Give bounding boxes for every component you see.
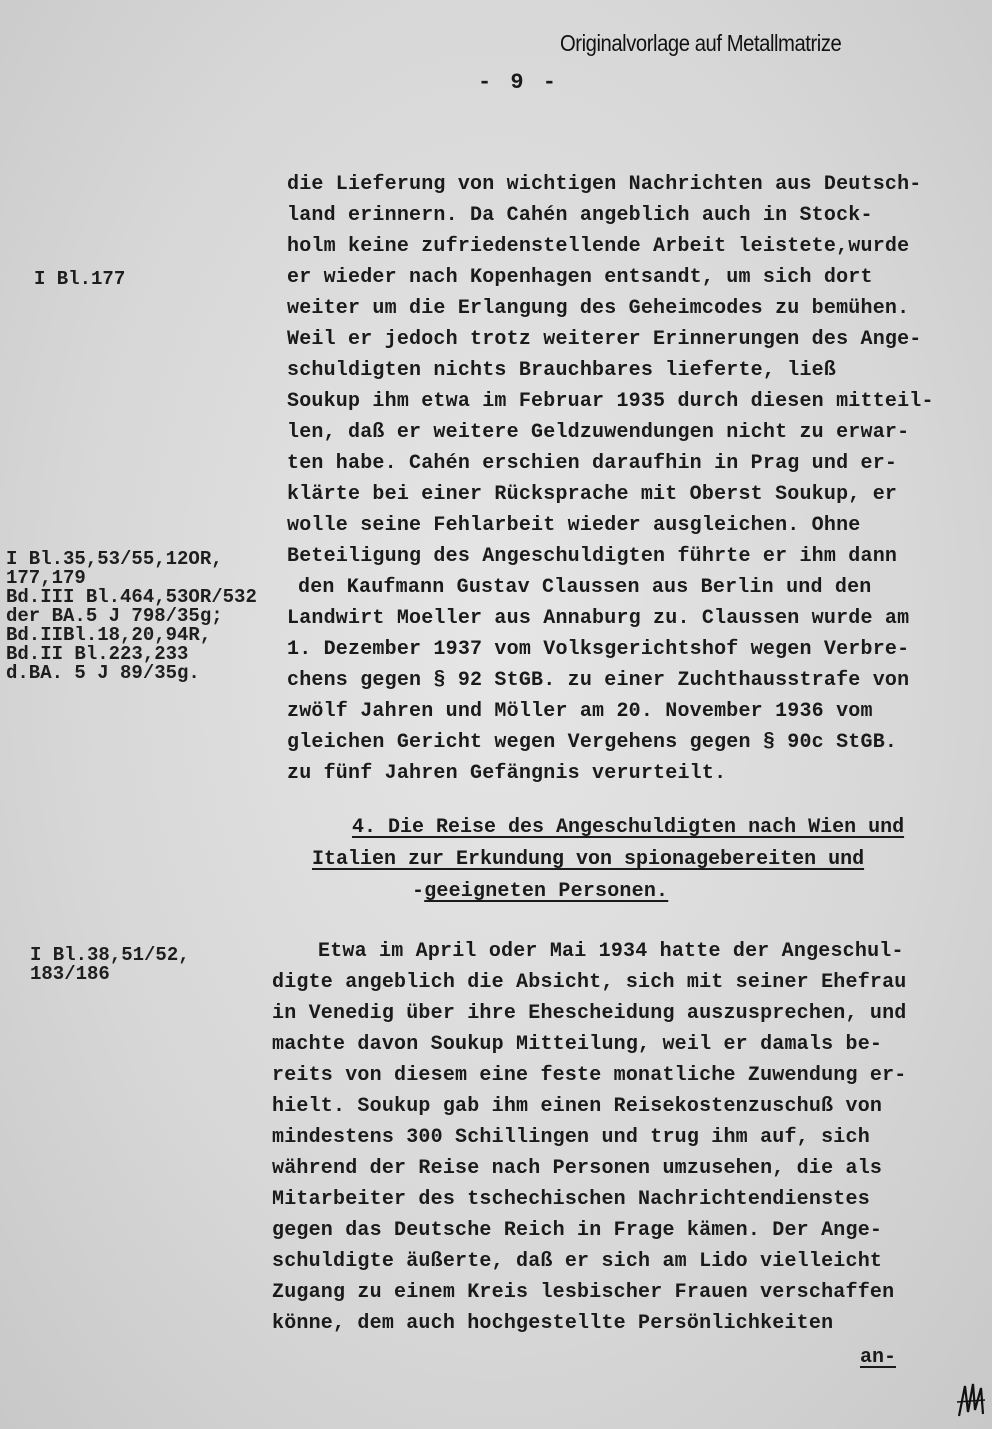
text-line: gleichen Gericht wegen Vergehens gegen § 90c StGB. xyxy=(287,731,898,754)
heading-line: 4. Die Reise des Angeschuldigten nach Wien und xyxy=(352,816,905,839)
text-line: den Kaufmann Gustav Claussen aus Berlin und den xyxy=(298,576,872,599)
text-line: klärte bei einer Rücksprache mit Oberst Soukup, er xyxy=(287,483,898,506)
text-line: schuldigten nichts Brauchbares lieferte, ließ xyxy=(287,359,837,382)
text-line: während der Reise nach Personen umzusehen, die als xyxy=(272,1157,883,1180)
margin-ref: I Bl.35,53/55,12OR, 177,179 Bd.III Bl.464,53OR/532 der BA.5 J 798/35g; Bd.IIBl.18,20,94R, Bd.II Bl.223,233 d.BA. 5 J 89/35g. xyxy=(6,548,257,684)
text-line: schuldigte äußerte, daß er sich am Lido vielleicht xyxy=(272,1250,883,1273)
text-line: hielt. Soukup gab ihm einen Reisekostenzuschuß von xyxy=(272,1095,883,1118)
heading-dash: - xyxy=(412,880,425,903)
text-line: die Lieferung von wichtigen Nachrichten aus Deutsch- xyxy=(287,173,922,196)
text-line: chens gegen § 92 StGB. zu einer Zuchthausstrafe von xyxy=(287,669,910,692)
page-number: - 9 - xyxy=(478,70,560,95)
text-line: Weil er jedoch trotz weiterer Erinnerungen des Ange- xyxy=(287,328,922,351)
heading-line-3 xyxy=(412,880,668,903)
text-line: Mitarbeiter des tschechischen Nachrichtendienstes xyxy=(272,1188,870,1211)
text-line: reits von diesem eine feste monatliche Zuwendung er- xyxy=(272,1064,907,1087)
text-line: zu fünf Jahren Gefängnis verurteilt. xyxy=(287,762,727,785)
text-line: ten habe. Cahén erschien daraufhin in Prag und er- xyxy=(287,452,898,475)
text-line: in Venedig über ihre Ehescheidung auszusprechen, und xyxy=(272,1002,907,1025)
text-line: Etwa im April oder Mai 1934 hatte der Angeschul- xyxy=(318,940,904,963)
heading-text: geeigneten Personen. xyxy=(424,880,669,903)
text-line: Landwirt Moeller aus Annaburg zu. Claussen wurde am xyxy=(287,607,910,630)
continuation-word: an- xyxy=(860,1346,897,1369)
margin-ref: I Bl.177 xyxy=(34,268,126,290)
text-line: land erinnern. Da Cahén angeblich auch in Stock- xyxy=(287,204,873,227)
handwritten-mark-icon xyxy=(955,1380,989,1420)
text-line: holm keine zufriedenstellende Arbeit leistete,wurde xyxy=(287,235,910,258)
text-line: Soukup ihm etwa im Februar 1935 durch diesen mitteil- xyxy=(287,390,934,413)
text-line: gegen das Deutsche Reich in Frage kämen. Der Ange- xyxy=(272,1219,883,1242)
text-line: len, daß er weitere Geldzuwendungen nicht zu erwar- xyxy=(287,421,910,444)
text-line: zwölf Jahren und Möller am 20. November 1936 vom xyxy=(287,700,873,723)
text-line: digte angeblich die Absicht, sich mit seiner Ehefrau xyxy=(272,971,907,994)
text-line: weiter um die Erlangung des Geheimcodes zu bemühen. xyxy=(287,297,910,320)
text-line: Beteiligung des Angeschuldigten führte er ihm dann xyxy=(287,545,898,568)
text-line: 1. Dezember 1937 vom Volksgerichtshof wegen Verbre- xyxy=(287,638,910,661)
text-line: wolle seine Fehlarbeit wieder ausgleichen. Ohne xyxy=(287,514,861,537)
text-line: Zugang zu einem Kreis lesbischer Frauen verschaffen xyxy=(272,1281,895,1304)
heading-line: Italien zur Erkundung von spionagebereiten und xyxy=(312,848,865,871)
text-line: er wieder nach Kopenhagen entsandt, um sich dort xyxy=(287,266,873,289)
stamp-note: Originalvorlage auf Metallmatrize xyxy=(560,30,842,56)
margin-ref: I Bl.38,51/52, 183/186 xyxy=(30,944,190,985)
text-line: mindestens 300 Schillingen und trug ihm auf, sich xyxy=(272,1126,870,1149)
text-line: machte davon Soukup Mitteilung, weil er damals be- xyxy=(272,1033,883,1056)
text-line: könne, dem auch hochgestellte Persönlichkeiten xyxy=(272,1312,834,1335)
